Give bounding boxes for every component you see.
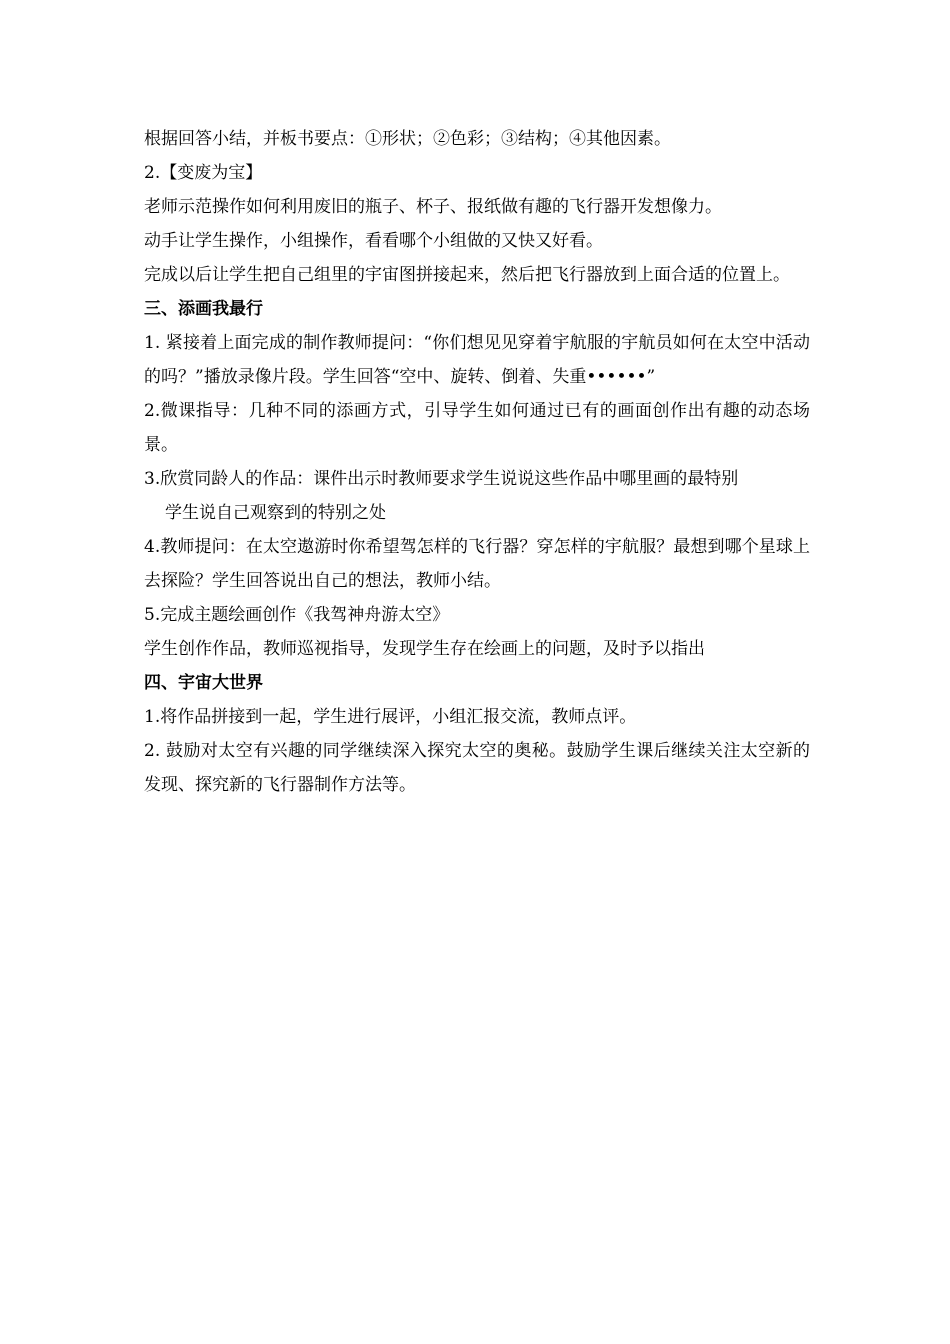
section-3-item-3-continuation: 学生说自己观察到的特别之处: [165, 503, 386, 523]
section-4-item-1: 1.将作品拼接到一起，学生进行展评，小组汇报交流，教师点评。: [144, 707, 637, 727]
section-3-item-4: 4.教师提问：在太空遨游时你希望驾怎样的飞行器？穿怎样的宇航服？最想到哪个星球上去探险？学生回答说出自己的想法，教师小结。: [144, 537, 810, 591]
section-3-item-5-detail: 学生创作作品，教师巡视指导，发现学生存在绘画上的问题，及时予以指出: [144, 639, 705, 659]
step-2-title: 2.【变废为宝】: [144, 163, 263, 183]
section-3-item-2: 2.微课指导：几种不同的添画方式，引导学生如何通过已有的画面创作出有趣的动态场景。: [144, 401, 810, 455]
document-body: [144, 122, 810, 802]
section-3-heading: 三、添画我最行: [144, 299, 263, 319]
section-3-item-3: 3.欣赏同龄人的作品：课件出示时教师要求学生说说这些作品中哪里画的最特别: [144, 469, 739, 489]
assembly-paragraph: 完成以后让学生把自己组里的宇宙图拼接起来，然后把飞行器放到上面合适的位置上。: [144, 265, 790, 285]
student-practice-paragraph: 动手让学生操作，小组操作，看看哪个小组做的又快又好看。: [144, 231, 603, 251]
section-4-item-2: 2. 鼓励对太空有兴趣的同学继续深入探究太空的奥秘。鼓励学生课后继续关注太空新的发现、探究新的飞行器制作方法等。: [144, 741, 810, 795]
summary-paragraph: 根据回答小结，并板书要点：①形状；②色彩；③结构；④其他因素。: [144, 129, 671, 149]
section-4-heading: 四、宇宙大世界: [144, 673, 263, 693]
teacher-demo-paragraph: 老师示范操作如何利用废旧的瓶子、杯子、报纸做有趣的飞行器开发想像力。: [144, 197, 722, 217]
section-3-item-5: 5.完成主题绘画创作《我驾神舟游太空》: [144, 605, 450, 625]
section-3-item-1: 1. 紧接着上面完成的制作教师提问：“你们想见见穿着宇航服的宇航员如何在太空中活动的吗？”播放录像片段。学生回答“空中、旋转、倒着、失重••••••”: [144, 333, 810, 387]
